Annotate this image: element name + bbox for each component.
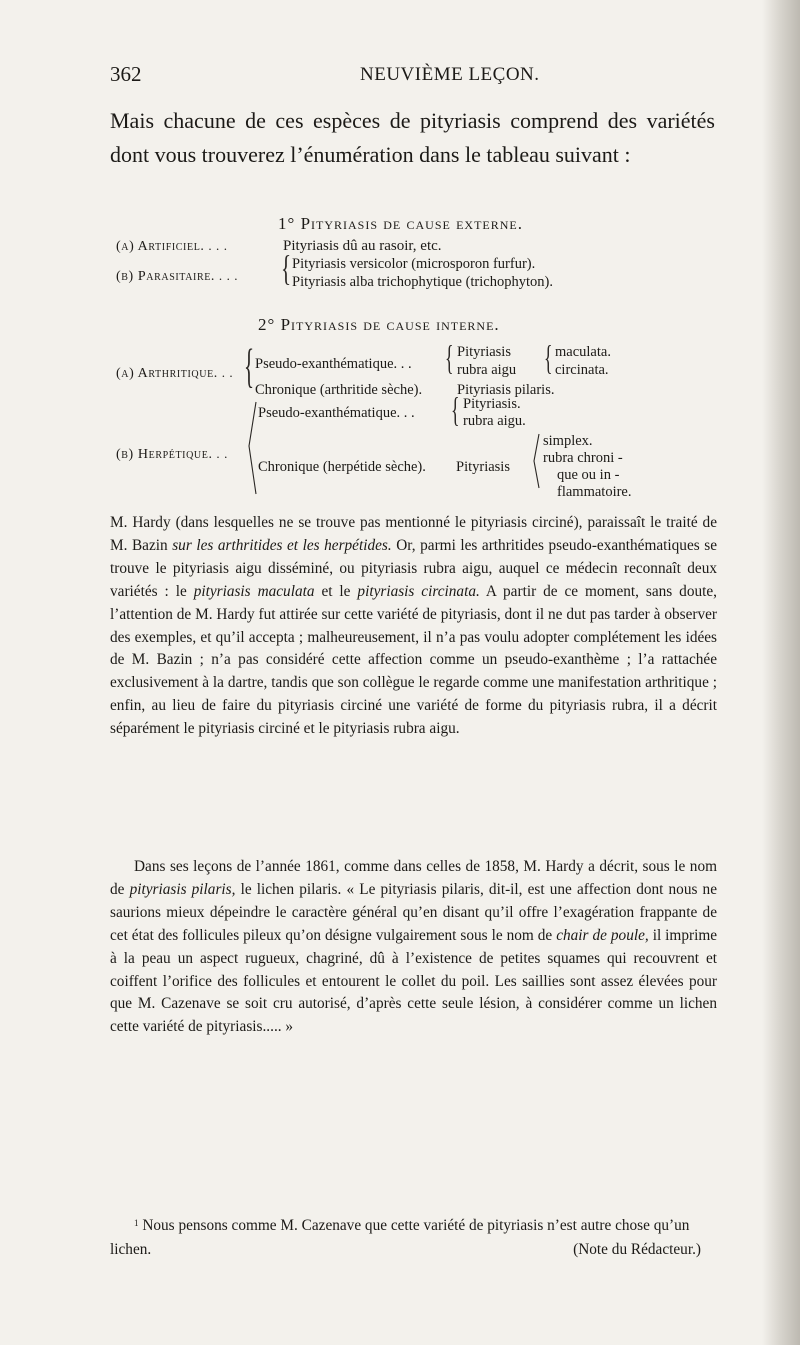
herpetique-rubra-chronique: rubra chroni - <box>543 450 623 466</box>
paragraph-pityriasis-pilaris: Dans ses leçons de l’année 1861, comme dans celles de 1858, M. Hardy a décrit, sous le nom de pityriasis pilaris, le lichen pilaris. « Le pityriasis pilaris, dit-il, est une affection dont nous ne saurions mieux dépeindre le caractère général qu’en disant qu’il offre l’exagération frappante de cet état des follicules pileux qu’on désigne vulgairement sous le nom de chair de poule, il imprime à la peau un aspect rugueux, chagriné, dû à l’existence de petites squames qui recouvrent et coiffent l’orifice des follicules et entourent le collet du poil. Les saillies sont assez élevées pour que M. Cazenave se soit cru autorisé, d’après cette seule lésion, à considérer comme un lichen cette variété de pityriasis..... » <box>110 858 718 1036</box>
footnote-mark: 1 <box>134 1218 139 1228</box>
section-1-title: 1° Pityriasis de cause externe. <box>278 214 524 233</box>
brace-arthritique: { <box>244 339 255 393</box>
brace-arthritique-pseudo: { <box>445 339 454 378</box>
brace-parasitaire: { <box>281 248 292 289</box>
row-label-parasitaire: (b) Parasitaire. . . . <box>116 268 239 284</box>
footnote-credit: (Note du Rédacteur.) <box>573 1240 701 1258</box>
parasitaire-line-1: Pityriasis versicolor (microsporon furfur). <box>292 256 536 272</box>
brace-herpetique-pseudo: { <box>451 391 460 430</box>
section-2-title: 2° Pityriasis de cause interne. <box>258 315 500 334</box>
bracket-herpetique <box>246 400 258 496</box>
footnote <box>110 1215 717 1262</box>
row-label-artificiel: (a) Artificiel. . . . <box>116 238 228 254</box>
paragraph-hardy-bazin: M. Hardy (dans lesquelles ne se trouve pas mentionné le pityriasis circiné), paraissaît le traité de M. Bazin sur les arthritides et les herpétides. Or, parmi les arthritides pseudo-exanthématiques se trouve le pityriasis aigu disséminé, ou pityriasis rubra aigu, auquel ce médecin reconnaît deux variétés : le pityriasis maculata et le pityriasis circinata. A partir de ce moment, sans doute, l’attention de M. Hardy fut attirée sur cette variété de pityriasis, dont il ne dut pas tarder à observer des exemples, et qu’il accepta ; malheureusement, il n’a pas voulu adopter complétement les idées de M. Bazin ; n’a pas considéré cette affection comme un pseudo-exanthème ; l’a rattachée exclusivement à la dartre, tandis que son collègue le regarde comme une manifestation arthritique ; enfin, au lieu de faire du pityriasis circiné une variété de forme du pityriasis rubra, il a décrit séparément le pityriasis circiné et le pityriasis rubra aigu. <box>110 514 717 738</box>
page-edge-shadow <box>762 0 800 1345</box>
artificiel-text: Pityriasis dû au rasoir, etc. <box>283 238 442 254</box>
herpetique-simplex: simplex. <box>543 433 593 449</box>
page-number: 362 <box>110 62 142 86</box>
herpetique-que-ou-in: que ou in - <box>557 467 620 483</box>
arthritique-pseudo: Pseudo-exanthématique. . . <box>255 356 412 372</box>
herpetique-pityriasis-1: Pityriasis. <box>463 396 521 412</box>
bracket-herpetique-variants <box>531 432 541 492</box>
brace-arthritique-variants: { <box>544 339 553 378</box>
arthritique-maculata: maculata. <box>555 344 611 360</box>
page-header <box>110 62 710 92</box>
row-label-herpetique: (b) Herpétique. . . <box>116 446 228 462</box>
herpetique-flammatoire: flammatoire. <box>557 484 632 500</box>
arthritique-chronique: Chronique (arthritide sèche). <box>255 382 423 398</box>
arthritique-pityriasis: Pityriasis <box>457 344 511 360</box>
herpetique-pityriasis-2: Pityriasis <box>456 459 510 475</box>
herpetique-rubra: rubra aigu. <box>463 413 526 429</box>
parasitaire-line-2: Pityriasis alba trichophytique (trichophyton). <box>292 274 553 290</box>
running-title: NEUVIÈME LEÇON. <box>360 64 540 85</box>
arthritique-rubra: rubra aigu <box>457 362 517 378</box>
herpetique-pseudo: Pseudo-exanthématique. . . <box>258 405 415 421</box>
row-label-arthritique: (a) Arthritique. . . <box>116 365 234 381</box>
footnote-text: Nous pensons comme M. Cazenave que cette variété de pityriasis n’est autre chose qu’un lichen. <box>110 1217 690 1258</box>
arthritique-pilaris: Pityriasis pilaris. <box>457 382 555 398</box>
intro-paragraph: Mais chacune de ces espèces de pityriasis comprend des variétés dont vous trouverez l’énumération dans le tableau suivant : <box>110 108 715 167</box>
herpetique-chronique: Chronique (herpétide sèche). <box>258 459 426 475</box>
arthritique-circinata: circinata. <box>555 362 609 378</box>
